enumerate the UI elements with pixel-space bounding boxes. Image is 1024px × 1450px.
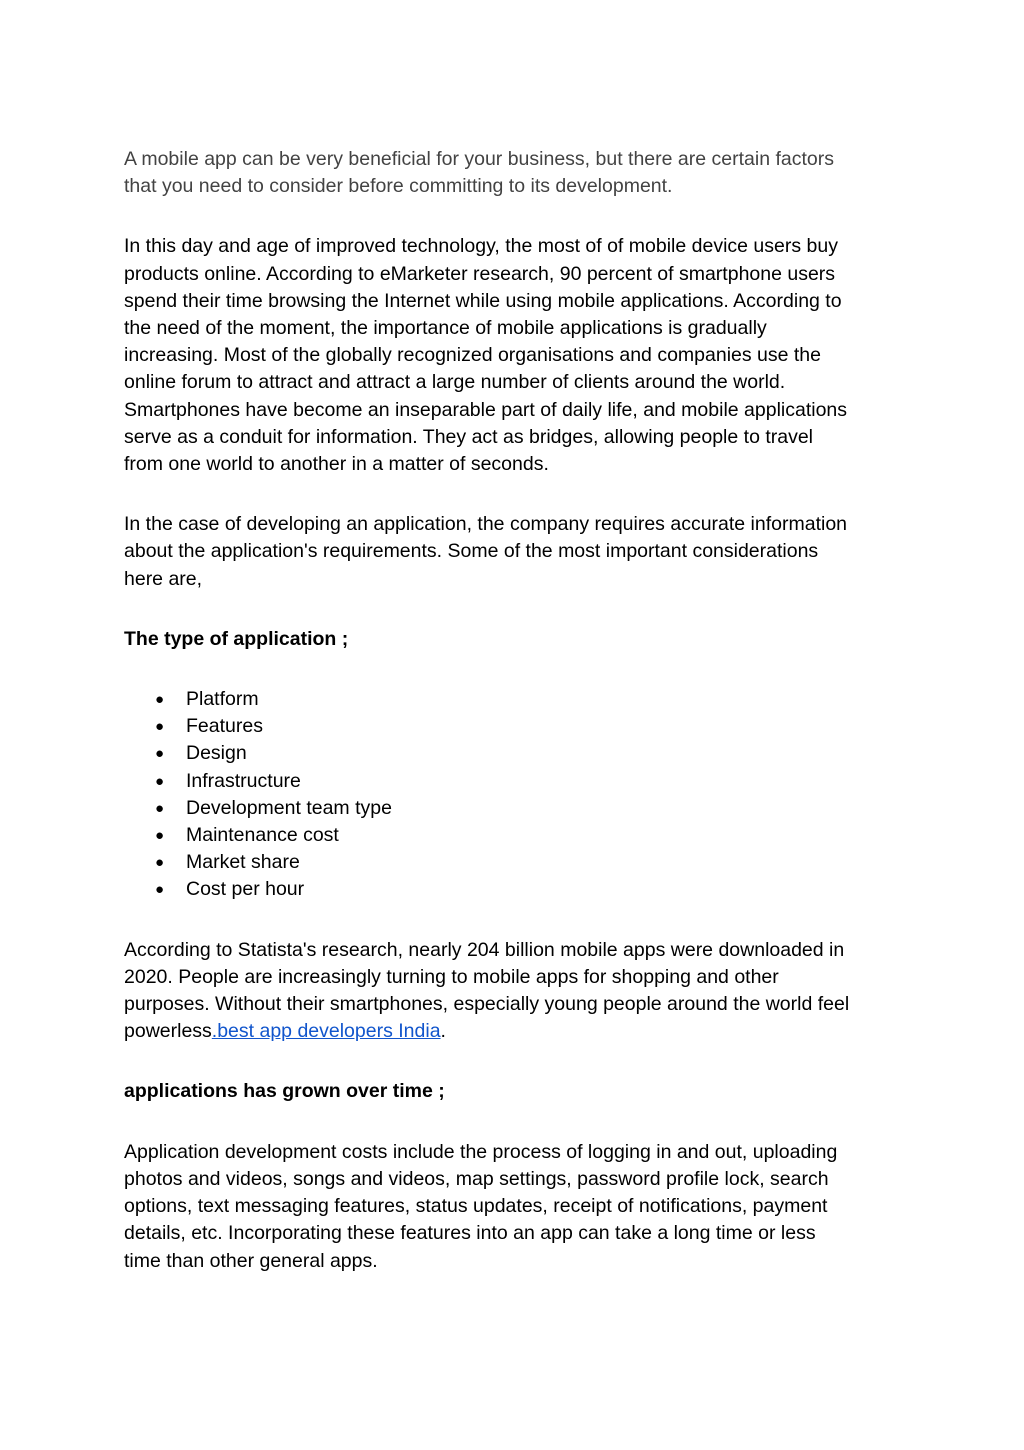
bullet-icon: ● [155,881,165,899]
paragraph-gap [124,653,904,686]
list-item [124,686,904,713]
paragraph-development-costs: Application development costs include the process of logging in and out, uploading photos and videos, songs and videos, map settings, password profile lock, search options, text messaging features, status updates, receipt of notifications, payment details, etc. Incorporating these features into an app can take a long time or less time than other general apps. [124,1140,838,1272]
list-item-label: Features [186,715,263,738]
list-item [124,795,904,822]
list-item-label: Market share [186,851,300,874]
bullet-icon: ● [155,799,165,817]
paragraph-gap [124,593,904,626]
bullet-icon: ● [155,827,165,845]
bullet-icon: ● [155,772,165,790]
list-item [124,740,904,767]
statista-text: According to Statista's research, nearly 204 billion mobile apps were downloaded in 2020. People are increasingly turning to mobile apps for shopping and other purposes. Without their smartphones, especially young people around the world feel powerless [124,938,850,1043]
list-item [124,849,904,876]
list-item-label: Platform [186,688,259,711]
list-item-label: Development team type [186,796,392,819]
best-app-developers-link[interactable]: .best app developers India [211,1020,441,1043]
bullet-icon: ● [155,718,165,736]
list-item-label: Cost per hour [186,878,305,901]
list-item-label: Design [186,742,247,765]
bullet-icon: ● [155,691,165,709]
list-item [124,768,904,795]
list-item-label: Maintenance cost [186,824,339,847]
paragraph-gap [124,1045,904,1078]
paragraph-gap [124,904,904,937]
bullet-icon: ● [155,854,165,872]
paragraph-gap [124,1106,904,1139]
list-item-label: Infrastructure [186,769,301,792]
heading-applications-grown: applications has grown over time ; [124,1080,445,1103]
intro-paragraph: A mobile app can be very beneficial for your business, but there are certain factors that you need to consider before committing to its development. [124,148,834,198]
list-item [124,713,904,740]
paragraph-gap [124,478,904,511]
document-page [124,146,904,1275]
list-item [124,876,904,903]
bullet-icon: ● [155,745,165,763]
list-item [124,822,904,849]
heading-type-of-application: The type of application ; [124,627,349,650]
paragraph-requirements: In the case of developing an application, the company requires accurate information about the application's requirements. Some of the most important considerations here are, [124,513,848,590]
paragraph-gap [124,200,904,233]
paragraph-technology: In this day and age of improved technology, the most of of mobile device users buy products online. According to eMarketer research, 90 percent of smartphone users spend their time browsing the Internet while using mobile applications. According to the need of the moment, the importance of mobile applications is gradually increasing. Most of the globally recognized organisations and companies use the online forum to attract and attract a large number of clients around the world. Smartphones have become an inseparable part of daily life, and mobile applications serve as a conduit for information. They act as bridges, allowing people to travel from one world to another in a matter of seconds. [124,235,848,476]
statista-period: . [440,1020,446,1043]
considerations-list [124,686,904,904]
paragraph-statista [124,937,904,1046]
